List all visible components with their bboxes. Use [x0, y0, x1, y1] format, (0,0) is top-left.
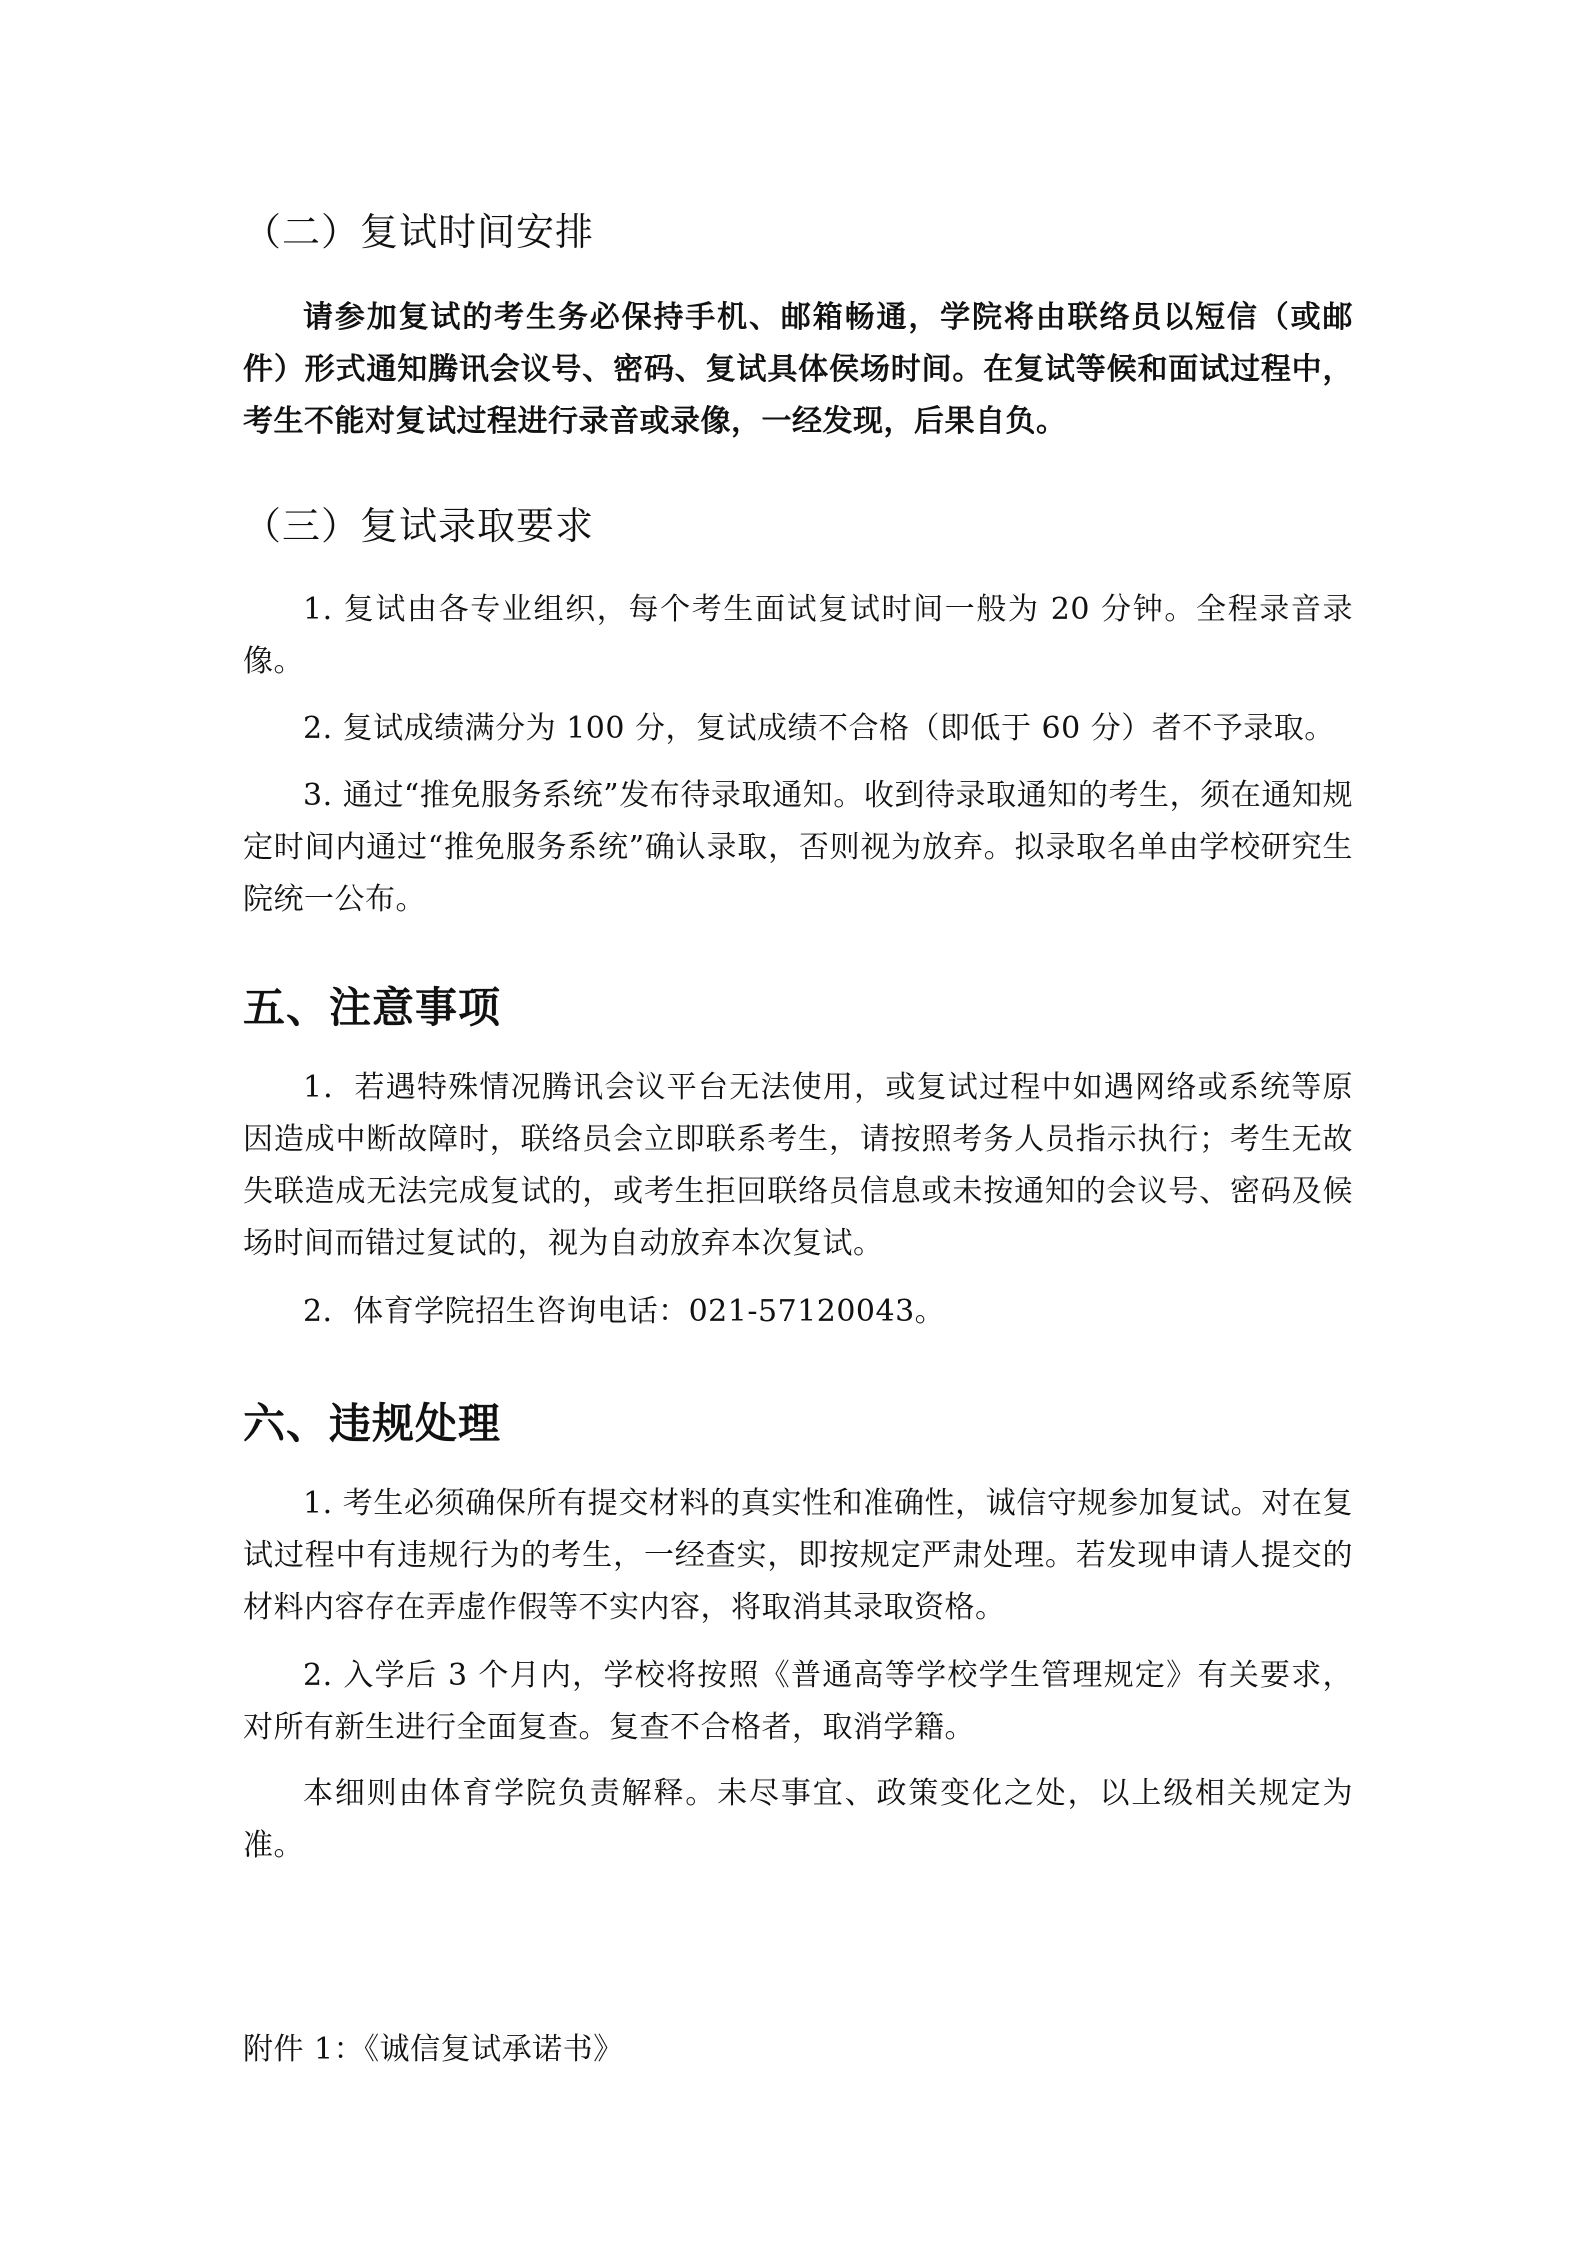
admission-item-3: 3. 通过“推免服务系统”发布待录取通知。收到待录取通知的考生，须在通知规定时间内通过“推免服务系统”确认录取，否则视为放弃。拟录取名单由学校研究生院统一公布。	[243, 778, 1353, 917]
violations-item-1: 1. 考生必须确保所有提交材料的真实性和准确性，诚信守规参加复试。对在复试过程中有违规行为的考生，一经查实，即按规定严肃处理。若发现申请人提交的材料内容存在弄虚作假等不实内容，将取消其录取资格。	[243, 1486, 1353, 1625]
section-heading-violations: 六、违规处理	[243, 1399, 502, 1448]
admission-item-1: 1. 复试由各专业组织，每个考生面试复试时间一般为 20 分钟。全程录音录像。	[243, 592, 1353, 679]
notes-item-2: 2．体育学院招生咨询电话：021-57120043。	[303, 1294, 946, 1329]
section-heading-schedule: （二）复试时间安排	[243, 210, 595, 254]
schedule-paragraph: 请参加复试的考生务必保持手机、邮箱畅通，学院将由联络员以短信（或邮件）形式通知腾讯会议号、密码、复试具体侯场时间。在复试等候和面试过程中，考生不能对复试过程进行录音或录像，一经发现，后果自负。	[243, 300, 1353, 439]
violations-item-2: 2. 入学后 3 个月内，学校将按照《普通高等学校学生管理规定》有关要求，对所有新生进行全面复查。复查不合格者，取消学籍。	[243, 1658, 1353, 1745]
closing-paragraph: 本细则由体育学院负责解释。未尽事宜、政策变化之处，以上级相关规定为准。	[243, 1776, 1353, 1863]
notes-item-1: 1．若遇特殊情况腾讯会议平台无法使用，或复试过程中如遇网络或系统等原因造成中断故障时，联络员会立即联系考生，请按照考务人员指示执行；考生无故失联造成无法完成复试的，或考生拒回联络员信息或未按通知的会议号、密码及候场时间而错过复试的，视为自动放弃本次复试。	[243, 1070, 1353, 1261]
attachment-line: 附件 1：《诚信复试承诺书》	[243, 2032, 624, 2067]
section-heading-admission: （三）复试录取要求	[243, 504, 595, 548]
admission-item-2: 2. 复试成绩满分为 100 分，复试成绩不合格（即低于 60 分）者不予录取。	[303, 711, 1335, 746]
section-heading-notes: 五、注意事项	[243, 983, 502, 1032]
